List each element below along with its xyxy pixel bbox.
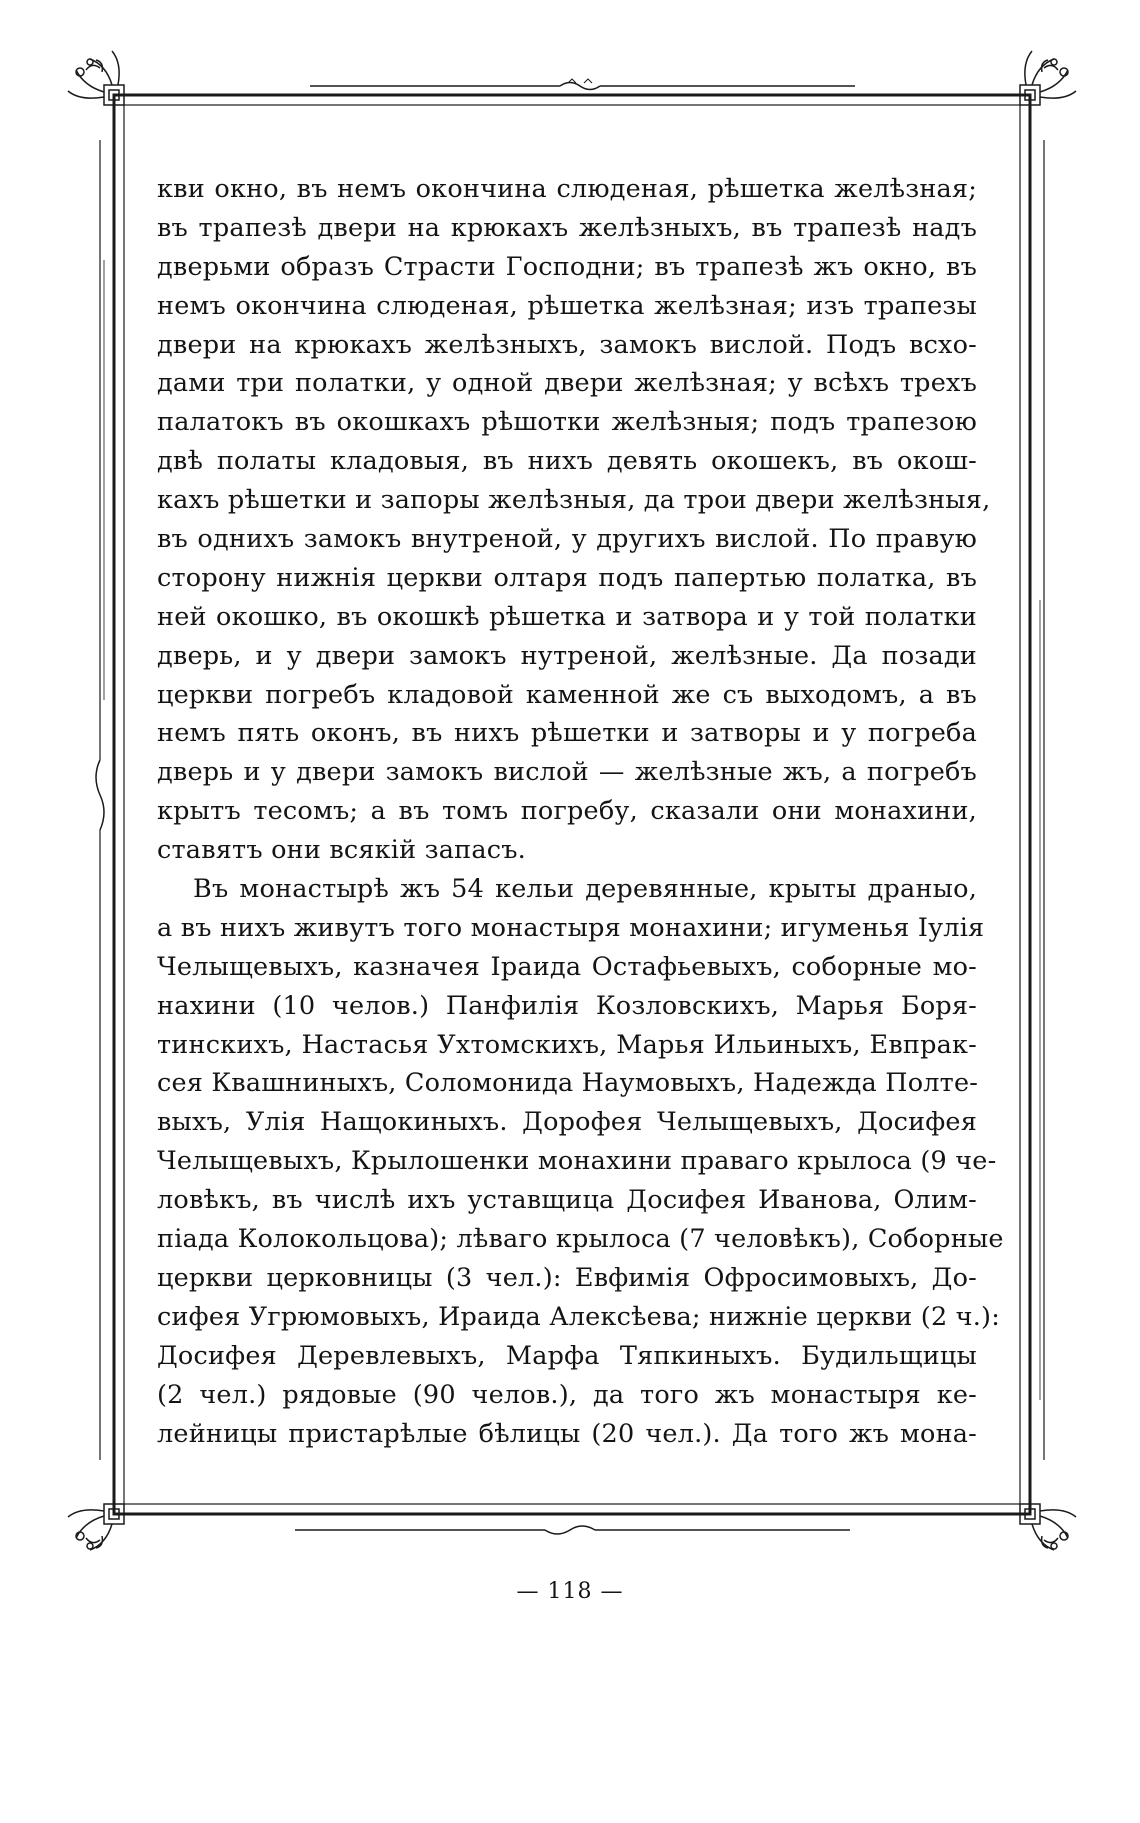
- text-line: дверь и у двери замокъ вислой — желѣзные жъ, а погребъ: [157, 757, 977, 788]
- text-line: сифея Угрюмовыхъ, Ираида Алексѣева; нижніе церкви (2 ч.):: [157, 1301, 1000, 1332]
- text-line: ставятъ они всякій запасъ.: [157, 835, 526, 866]
- text-line: двери на крюкахъ желѣзныхъ, замокъ вислой. Подъ всхо-: [157, 329, 977, 360]
- text-line: церкви погребъ кладовой каменной же съ выходомъ, а въ: [157, 679, 977, 710]
- page-number: — 118 —: [516, 1579, 624, 1604]
- text-line: въ трапезѣ двери на крюкахъ желѣзныхъ, въ трапезѣ надъ: [157, 212, 977, 243]
- text-line: Досифея Деревлевыхъ, Марфа Тяпкиныхъ. Будильщицы: [157, 1340, 977, 1371]
- text-line: Въ монастырѣ жъ 54 кельи деревянные, крыты драныо,: [193, 874, 977, 905]
- text-line: крытъ тесомъ; а въ томъ погребу, сказали они монахини,: [157, 796, 977, 827]
- text-line: дверь, и у двери замокъ нутреной, желѣзные. Да позади: [157, 640, 977, 671]
- text-line: немъ окончина слюденая, рѣшетка желѣзная; изъ трапезы: [157, 290, 977, 321]
- paragraph-1: [157, 170, 991, 870]
- text-line: ловѣкъ, въ числѣ ихъ уставщица Досифея Иванова, Олим-: [157, 1185, 977, 1216]
- text-line: сторону нижнія церкви олтаря подъ папертью полатка, въ: [157, 562, 977, 593]
- text-line: выхъ, Улія Нащокиныхъ. Дорофея Челыщевыхъ, Досифея: [157, 1107, 977, 1138]
- text-line: лейницы пристарѣлые бѣлицы (20 чел.). Да того жъ мона-: [157, 1418, 977, 1449]
- text-line: двѣ полаты кладовыя, въ нихъ девять окошекъ, въ окош-: [157, 446, 977, 477]
- paragraph-2: [157, 870, 1004, 1453]
- text-line: ней окошко, въ окошкѣ рѣшетка и затвора и у той полатки: [157, 601, 977, 632]
- text-line: въ однихъ замокъ внутреной, у другихъ вислой. По правую: [157, 524, 977, 555]
- page-body-text: [157, 170, 1004, 1453]
- text-line: (2 чел.) рядовые (90 челов.), да того жъ монастыря ке-: [157, 1379, 977, 1410]
- text-line: Челыщевыхъ, Крылошенки монахини праваго крылоса (9 че-: [157, 1146, 997, 1177]
- text-line: а въ нихъ живутъ того монастыря монахини; игуменья Іулія: [157, 912, 985, 943]
- text-line: церкви церковницы (3 чел.): Евфимія Офросимовыхъ, До-: [157, 1262, 977, 1293]
- text-line: кахъ рѣшетки и запоры желѣзныя, да трои двери желѣзныя,: [157, 485, 991, 516]
- text-line: сея Квашниныхъ, Соломонида Наумовыхъ, Надежда Полте-: [157, 1068, 979, 1099]
- text-line: немъ пять оконъ, въ нихъ рѣшетки и затворы и у погреба: [157, 718, 977, 749]
- text-line: палатокъ въ окошкахъ рѣшотки желѣзныя; подъ трапезою: [157, 407, 977, 438]
- text-line: піада Колокольцова); лѣваго крылоса (7 человѣкъ), Соборные: [157, 1224, 1004, 1255]
- text-line: дверьми образъ Страсти Господни; въ трапезѣ жъ окно, въ: [157, 251, 977, 282]
- text-line: нахини (10 челов.) Панфилія Козловскихъ, Марья Боря-: [157, 990, 977, 1021]
- text-line: кви окно, въ немъ окончина слюденая, рѣшетка желѣзная;: [157, 174, 977, 204]
- text-line: тинскихъ, Настасья Ухтомскихъ, Марья Ильиныхъ, Евпрак-: [157, 1029, 977, 1060]
- text-line: Челыщевыхъ, казначея Іраида Остафьевыхъ, соборные мо-: [157, 951, 977, 982]
- text-line: дами три полатки, у одной двери желѣзная; у всѣхъ трехъ: [157, 368, 977, 399]
